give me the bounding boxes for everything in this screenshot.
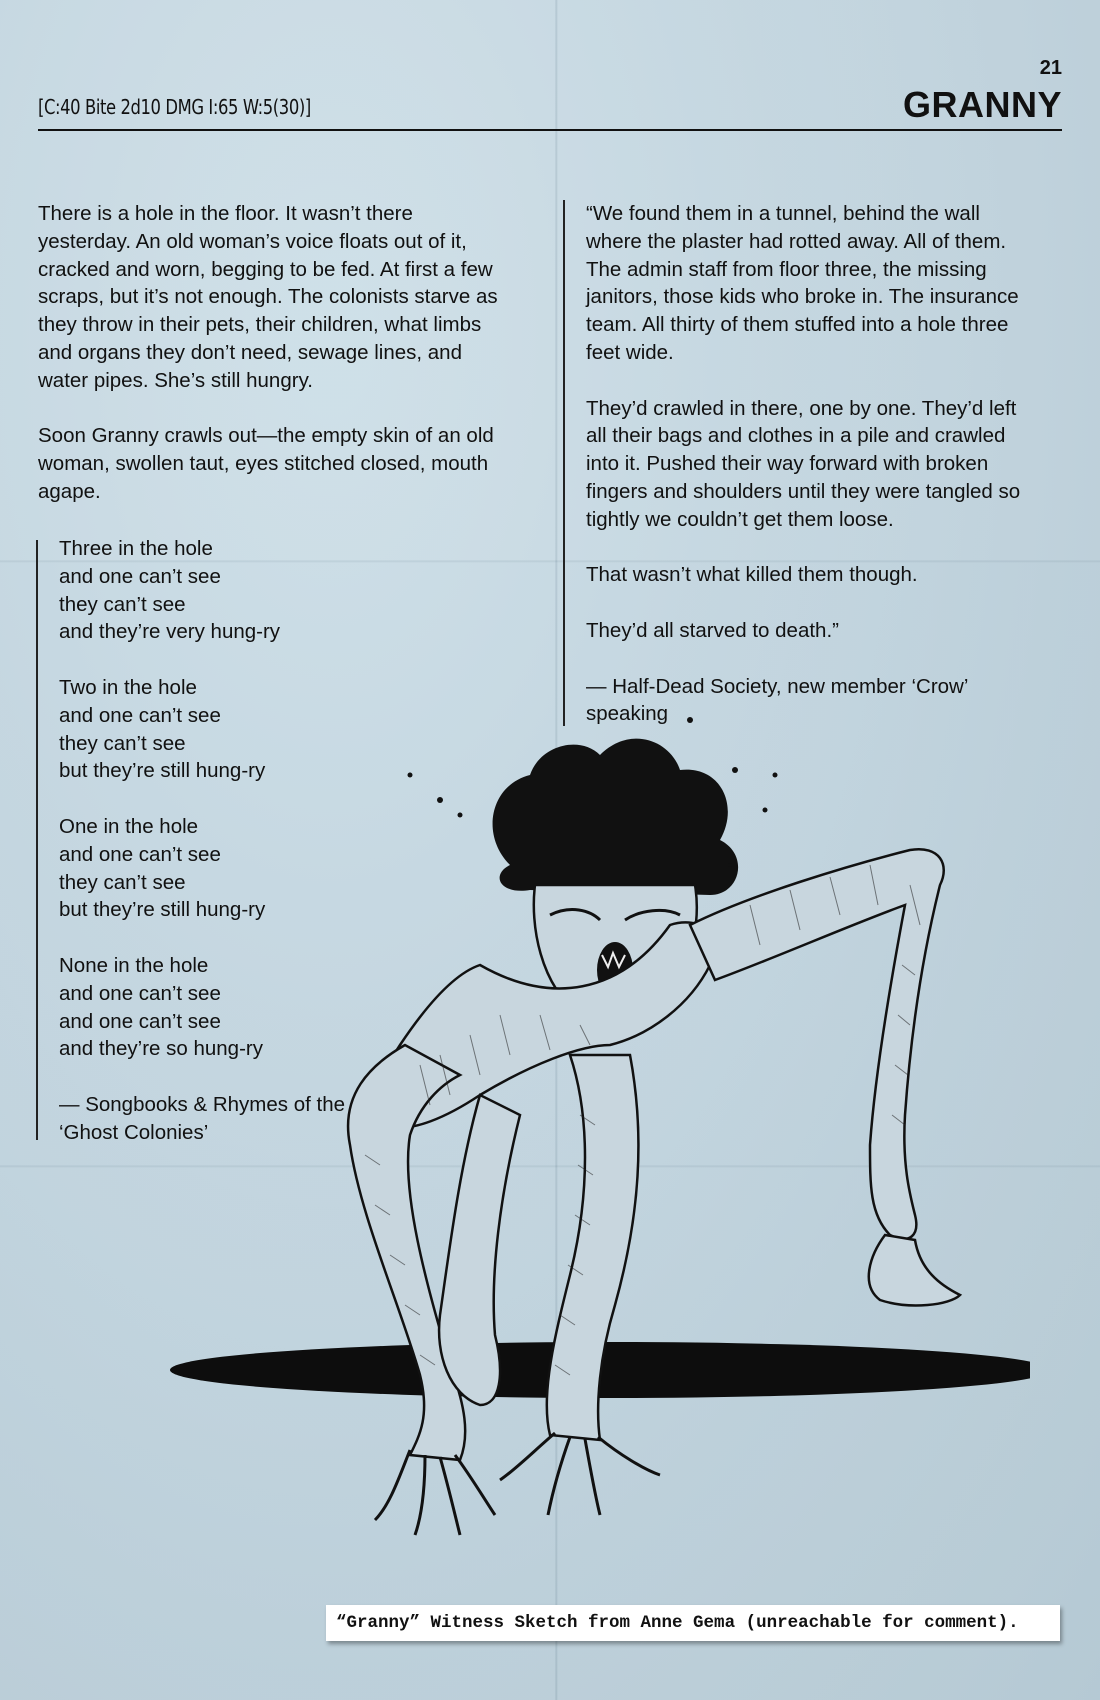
poem-stanza: Three in the hole and one can’t see they can’t see and they’re very hung-ry	[59, 537, 281, 644]
right-hand	[500, 1433, 660, 1515]
sketch-caption: “Granny” Witness Sketch from Anne Gema (unreachable for comment).	[326, 1605, 1060, 1641]
granny-sketch-icon	[150, 715, 1030, 1615]
header-rule	[38, 129, 1062, 131]
quote-paragraph: They’d crawled in there, one by one. They’d left all their bags and clothes in a pile and crawled into it. Pushed their way forward with broken fingers and shoulders until they were tangled so tightly we couldn’t get them loose.	[586, 396, 1021, 531]
stat-line: [C:40 Bite 2d10 DMG I:65 W:5(30)]	[38, 95, 311, 119]
quote-attribution: — Half-Dead Society, new member ‘Crow’ speaking	[586, 674, 969, 726]
right-arm	[690, 849, 944, 1239]
right-column	[586, 200, 1066, 728]
intro-paragraph: There is a hole in the floor. It wasn’t there yesterday. An old woman’s voice floats out of it, cracked and worn, begging to be fed. At first a few scraps, but it’s not enough. The colonists starve as they throw in their pets, their children, what limbs and organs they don’t need, sewage lines, and water pipes. She’s still hungry.	[38, 202, 498, 392]
quote-divider	[563, 200, 565, 726]
poem-stanza: Two in the hole and one can’t see they can’t see but they’re still hung-ry	[59, 675, 266, 783]
quote-paragraph: That wasn’t what killed them though.	[586, 563, 918, 587]
left-hand	[375, 1450, 495, 1535]
poem-stanza: One in the hole and one can’t see they can’t see but they’re still hung-ry	[59, 814, 266, 922]
page-number: 21	[1039, 57, 1062, 79]
poem-stanza: None in the hole and one can’t see and one can’t see and they’re so hung-ry	[59, 953, 263, 1061]
poem-attribution: — Songbooks & Rhymes of the ‘Ghost Colonies’	[59, 1092, 346, 1144]
intro-paragraph: Soon Granny crawls out—the empty skin of an old woman, swollen taut, eyes stitched closed, mouth agape.	[38, 424, 494, 503]
quote-paragraph: They’d all starved to death.”	[586, 618, 839, 642]
poem-divider	[36, 540, 38, 1140]
right-foot	[869, 1235, 960, 1305]
hair	[408, 717, 778, 895]
left-column	[38, 200, 538, 534]
quote-paragraph: “We found them in a tunnel, behind the wall where the plaster had rotted away. All of them. The admin staff from floor three, the missing janitors, those kids who broke in. The insurance team. All thirty of them stuffed into a hole three feet wide.	[586, 202, 1019, 364]
page-title: GRANNY	[902, 84, 1062, 125]
